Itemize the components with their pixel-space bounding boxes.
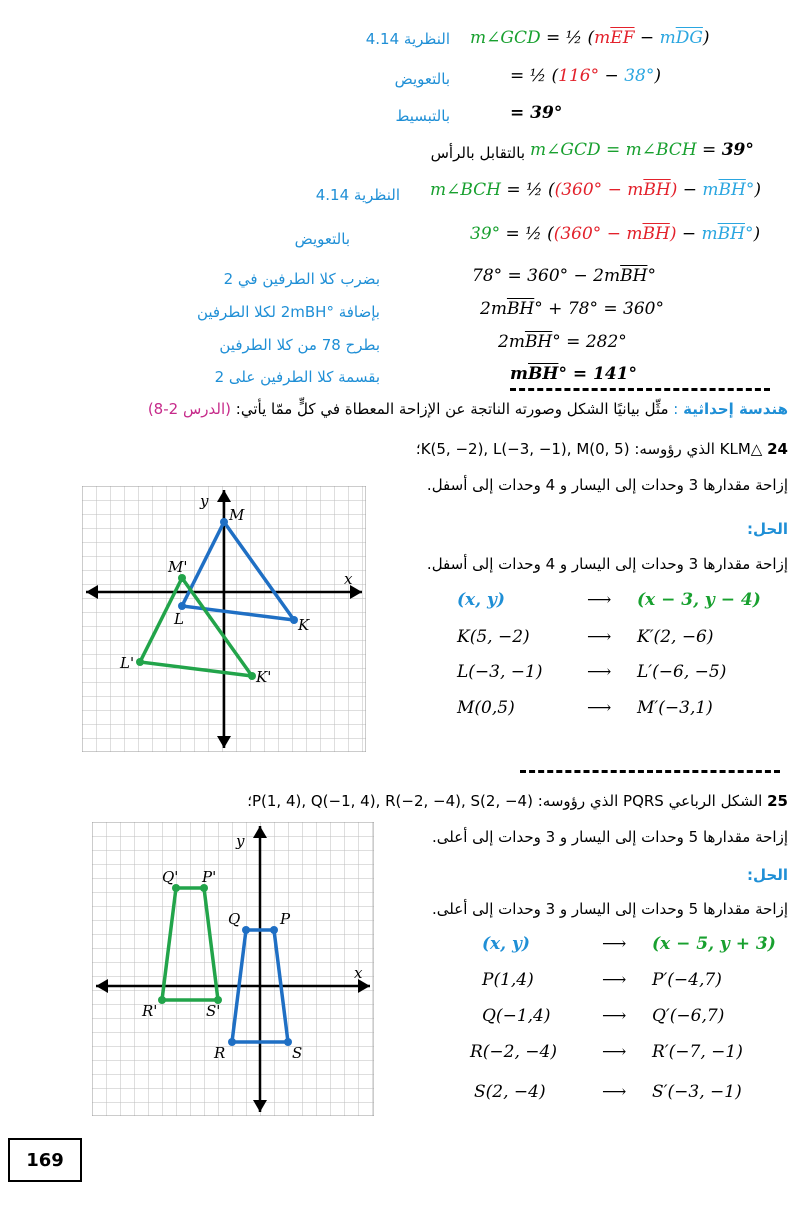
section-instruction: مثِّل بيانيًا الشكل وصورته الناتجة عن الإزاحة المعطاة في كلٍّ ممّا يأتي: bbox=[235, 400, 669, 418]
solution-text: إزاحة مقدارها 3 وحدات إلى اليسار و 4 وحدات إلى أسفل. bbox=[426, 555, 788, 573]
y-axis-label: y bbox=[200, 492, 209, 510]
section-lesson: (الدرس 2-8) bbox=[147, 400, 231, 418]
proof-reason: بالتعويض bbox=[294, 230, 350, 248]
proof-reason: بطرح 78 من كلا الطرفين bbox=[219, 336, 380, 354]
proof-expr: m∠GCD = ½ $(m\overline{EF} - m\overline{DG})$ bbox=[470, 28, 710, 48]
proof-reason: النظرية 4.14 bbox=[365, 30, 450, 48]
mapping-row: M(0,5) ⟶ M′(−3,1) bbox=[457, 698, 713, 718]
proof-reason: بإضافة °2mBH لكلا الطرفين bbox=[196, 303, 380, 321]
proof-expr: m∠GCD = m∠BCH = 39° bbox=[530, 140, 754, 160]
proof-expr: = 39° bbox=[510, 103, 563, 123]
solution-label: الحل: bbox=[747, 520, 788, 538]
section-heading: هندسة إحداثية : مثِّل بيانيًا الشكل وصورته الناتجة عن الإزاحة المعطاة في كلٍّ ممّا يأتي: (الدرس 2-8) bbox=[147, 400, 788, 418]
x-axis-label: x bbox=[354, 964, 363, 982]
divider bbox=[510, 388, 770, 391]
proof-reason: بالتعويض bbox=[394, 70, 450, 88]
question-25 bbox=[247, 792, 788, 810]
proof-expr: $2m\overline{BH}^\circ + 78^\circ = 360^\circ$ bbox=[480, 299, 664, 319]
label-P-prime: P' bbox=[202, 868, 217, 886]
question-task: إزاحة مقدارها 3 وحدات إلى اليسار و 4 وحدات إلى أسفل. bbox=[426, 476, 788, 494]
mapping-row: L(−3, −1) ⟶ L′(−6, −5) bbox=[457, 662, 727, 682]
mapping-row: P(1,4) ⟶ P′(−4,7) bbox=[482, 970, 722, 990]
proof-expr: m∠BCH = ½ $((360^\circ - m\overline{BH}) - m\overline{BH}^\circ)$ bbox=[430, 180, 761, 200]
page-number: 169 bbox=[8, 1138, 82, 1182]
solution-label: الحل: bbox=[747, 866, 788, 884]
proof-reason: بقسمة كلا الطرفين على 2 bbox=[214, 368, 380, 386]
proof-expr: $2m\overline{BH}^\circ = 282^\circ$ bbox=[498, 332, 627, 352]
grid bbox=[92, 822, 374, 1116]
label-R-prime: R' bbox=[142, 1002, 158, 1020]
proof-expr: $78^\circ = 360^\circ - 2m\overline{BH}^\circ$ bbox=[472, 266, 656, 286]
x-axis-label: x bbox=[344, 570, 353, 588]
proof-expr: 39° = ½ $((360^\circ - m\overline{BH}) - m\overline{BH}^\circ)$ bbox=[470, 224, 761, 244]
y-axis-label: y bbox=[236, 832, 245, 850]
mapping-row: (x, y) ⟶ (x − 5, y + 3) bbox=[482, 934, 776, 954]
divider bbox=[520, 770, 780, 773]
solution-text: إزاحة مقدارها 5 وحدات إلى اليسار و 3 وحدات إلى أعلى. bbox=[432, 900, 788, 918]
question-24 bbox=[416, 440, 788, 458]
label-Q: Q bbox=[228, 910, 241, 928]
proof-reason: بالتقابل بالرأس bbox=[430, 144, 525, 162]
label-S: S bbox=[292, 1044, 303, 1062]
label-M-prime: M' bbox=[168, 558, 188, 576]
label-R: R bbox=[214, 1044, 226, 1062]
graph-q25 bbox=[92, 822, 374, 1116]
label-M: M bbox=[229, 506, 245, 524]
proof-reason: بالتبسيط bbox=[395, 107, 450, 125]
question-statement: △KLM الذي رؤوسه: K(5, −2), L(−3, −1), M(0, 5)؛ bbox=[415, 440, 763, 458]
proof-expr: = ½ (116° − 38°) bbox=[510, 66, 661, 86]
question-statement: الشكل الرباعي PQRS الذي رؤوسه: P(1, 4), Q(−1, 4), R(−2, −4), S(2, −4)؛ bbox=[247, 792, 763, 810]
proof-expr: $m\overline{BH}^\circ = 141^\circ$ bbox=[510, 364, 638, 384]
label-K: K bbox=[298, 616, 310, 634]
proof-reason: النظرية 4.14 bbox=[315, 186, 400, 204]
label-K-prime: K' bbox=[256, 668, 272, 686]
label-L: L bbox=[174, 610, 184, 628]
question-number: 25 bbox=[767, 792, 788, 810]
question-number: 24 bbox=[767, 440, 788, 458]
mapping-row: R(−2, −4) ⟶ R′(−7, −1) bbox=[470, 1042, 743, 1062]
question-task: إزاحة مقدارها 5 وحدات إلى اليسار و 3 وحدات إلى أعلى. bbox=[432, 828, 788, 846]
mapping-row: K(5, −2) ⟶ K′(2, −6) bbox=[457, 627, 714, 647]
section-title: هندسة إحداثية bbox=[683, 400, 788, 418]
label-P: P bbox=[280, 910, 291, 928]
proof-reason: بضرب كلا الطرفين في 2 bbox=[223, 270, 380, 288]
label-S-prime: S' bbox=[206, 1002, 221, 1020]
mapping-row: (x, y) ⟶ (x − 3, y − 4) bbox=[457, 590, 761, 610]
label-Q-prime: Q' bbox=[162, 868, 179, 886]
label-L-prime: L' bbox=[120, 654, 135, 672]
mapping-row: Q(−1,4) ⟶ Q′(−6,7) bbox=[482, 1006, 725, 1026]
graph-q24 bbox=[82, 486, 366, 752]
mapping-row: S(2, −4) ⟶ S′(−3, −1) bbox=[474, 1082, 742, 1102]
